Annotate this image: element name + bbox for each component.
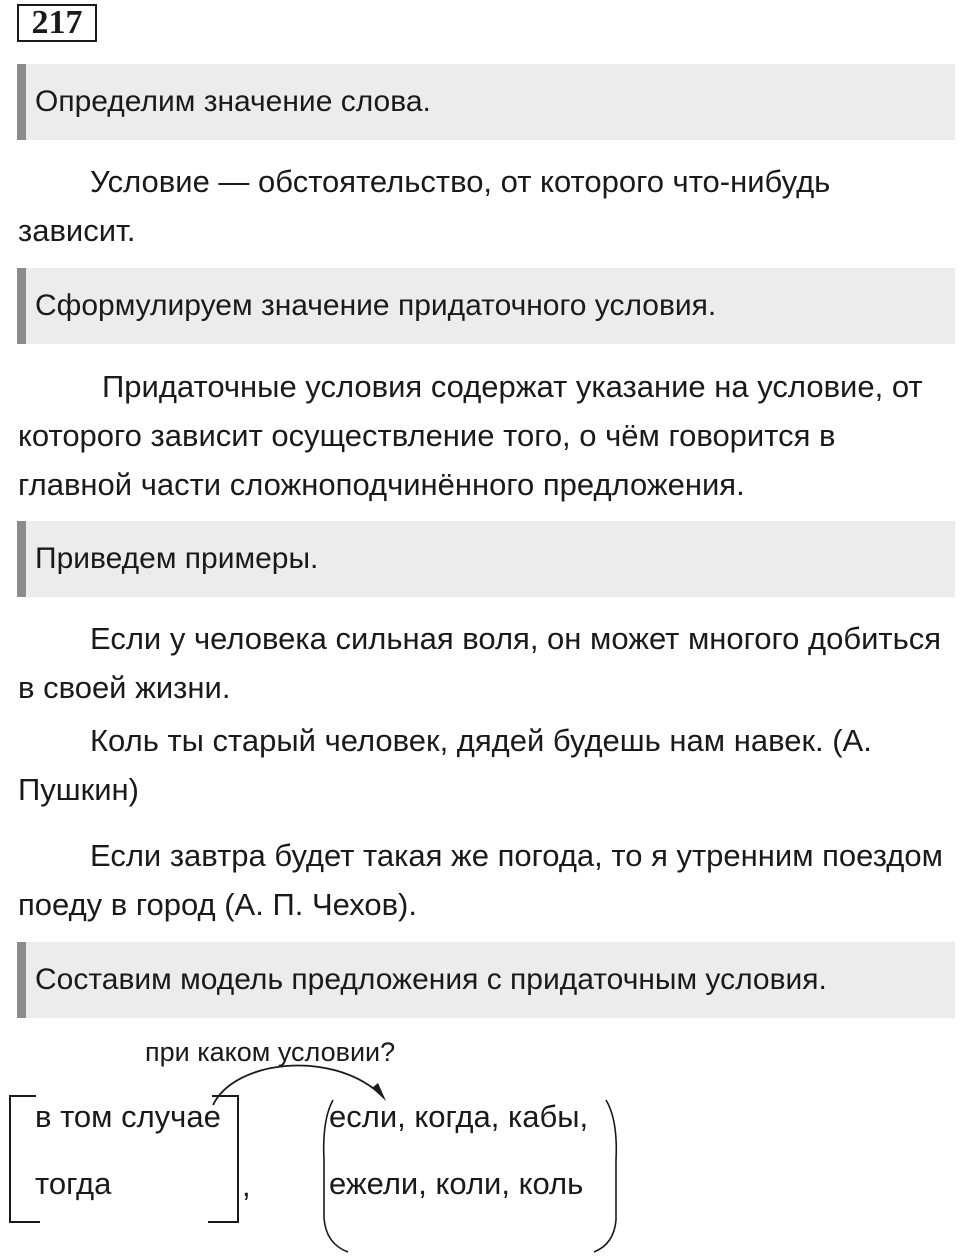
task-number: 217 <box>17 4 97 42</box>
subordinate-clause-paren-right <box>594 1100 616 1252</box>
main-clause-word-1: в том случае <box>35 1099 221 1134</box>
meaning-paragraph <box>18 362 948 509</box>
definition-paragraph <box>18 157 948 255</box>
example-paragraph-2 <box>18 716 948 814</box>
definition-text: Условие — обстоятельство, от которого что-нибудь зависит. <box>18 164 831 248</box>
main-clause-word-2: тогда <box>35 1166 112 1201</box>
section-heading-clause-meaning: Сформулируем значение придаточного условия. <box>17 268 955 344</box>
example-1-text: Если у человека сильная воля, он может многого добиться в своей жизни. <box>18 621 942 705</box>
example-paragraph-3 <box>18 831 948 929</box>
sentence-model-diagram <box>0 1030 960 1257</box>
example-3-text: Если завтра будет такая же погода, то я утренним поездом поеду в город (А. П. Чехов). <box>18 838 943 922</box>
example-2-text: Коль ты старый человек, дядей будешь нам навек. (А. Пушкин) <box>18 723 872 807</box>
diagram-lines <box>0 1030 960 1257</box>
comma: , <box>242 1168 251 1203</box>
meaning-text: Придаточные условия содержат указание на условие, от которого зависит осуществление того, о чём говорится в главной части сложноподчинённого предложения. <box>18 369 923 502</box>
example-paragraph-1 <box>18 614 948 712</box>
question-label: при каком условии? <box>145 1037 396 1067</box>
conjunctions-line-2: ежели, коли, коль <box>329 1166 584 1201</box>
section-heading-meaning-of-word: Определим значение слова. <box>17 64 955 140</box>
conjunctions-line-1: если, когда, кабы, <box>329 1099 589 1134</box>
section-heading-examples: Приведем примеры. <box>17 521 955 597</box>
section-heading-model: Составим модель предложения с придаточным условия. <box>17 942 955 1018</box>
